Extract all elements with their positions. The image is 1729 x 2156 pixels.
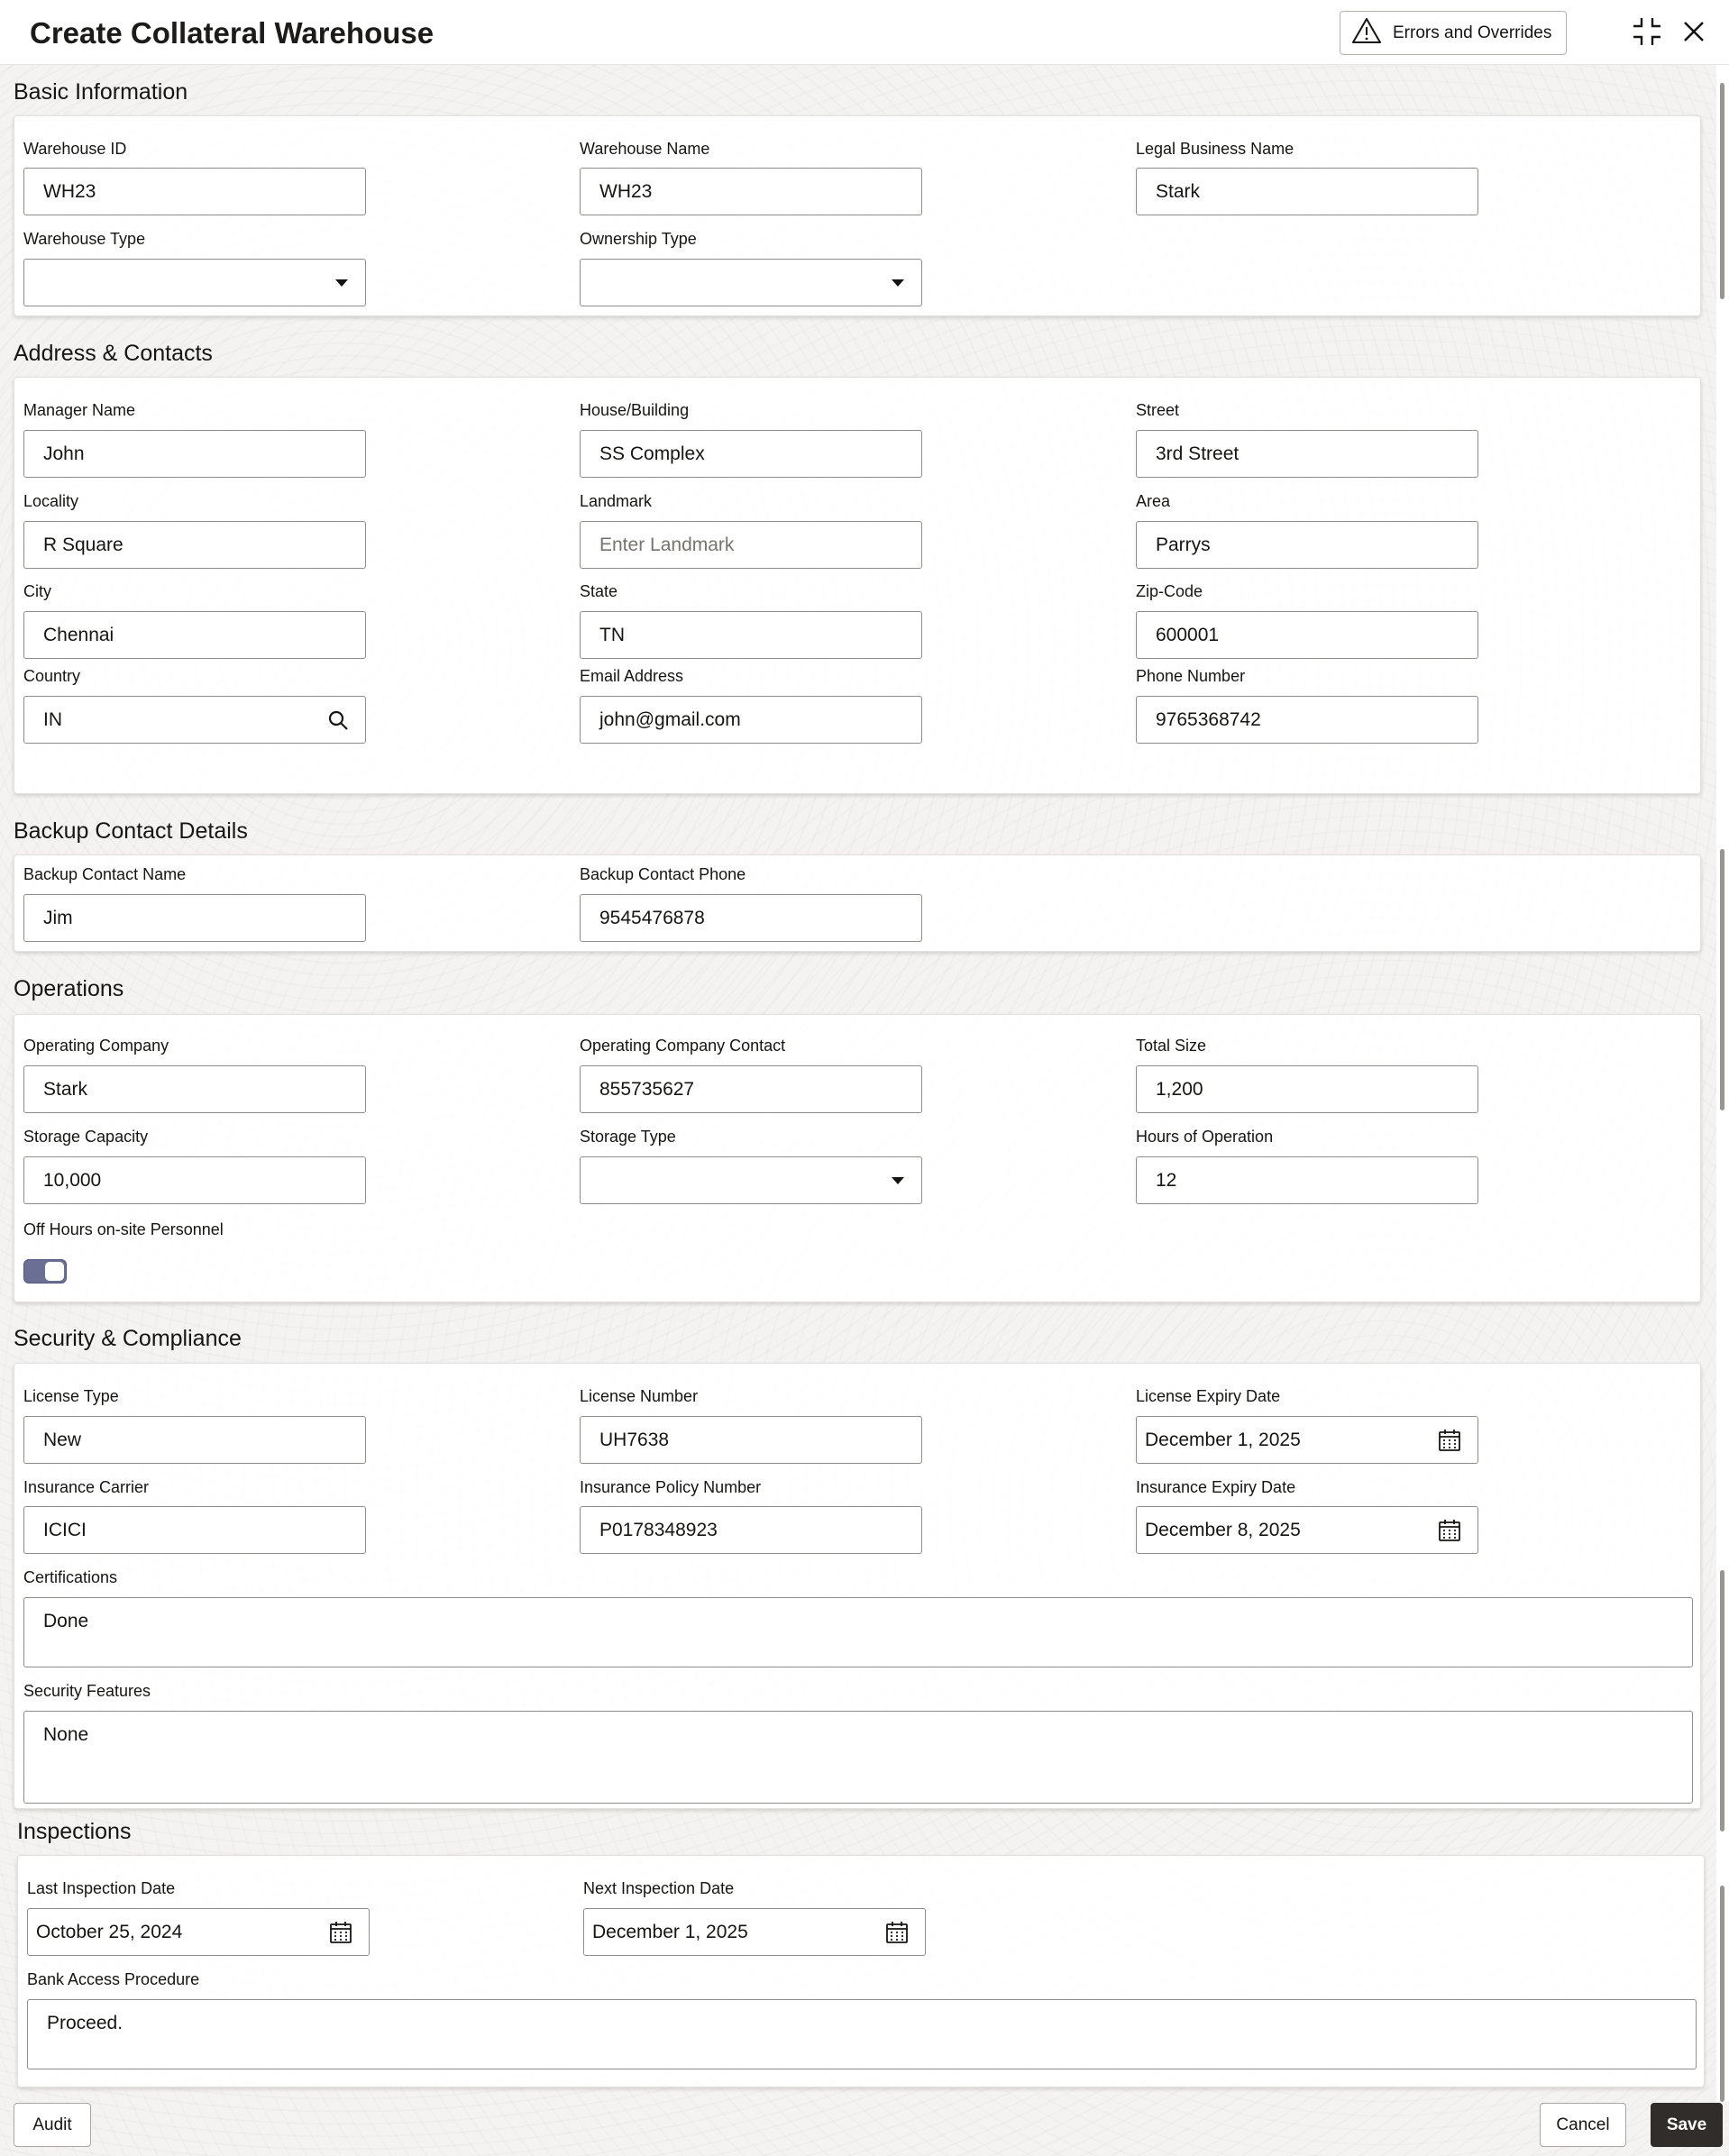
- section-title-operations: Operations: [14, 976, 124, 1001]
- ownership-type-label: Ownership Type: [580, 230, 697, 248]
- last-inspection-date-label: Last Inspection Date: [27, 1879, 176, 1897]
- collapse-icon[interactable]: [1632, 16, 1662, 47]
- security-features-label: Security Features: [23, 1682, 151, 1700]
- warehouse-name-label: Warehouse Name: [580, 140, 710, 158]
- state-input[interactable]: TN: [580, 611, 922, 659]
- house-building-label: House/Building: [580, 401, 690, 419]
- area-input[interactable]: Parrys: [1136, 521, 1478, 569]
- total-size-label: Total Size: [1136, 1037, 1207, 1055]
- manager-name-input[interactable]: John: [23, 430, 366, 478]
- license-expiry-date-label: License Expiry Date: [1136, 1387, 1281, 1405]
- manager-name-label: Manager Name: [23, 401, 136, 419]
- operating-company-contact-input[interactable]: 855735627: [580, 1065, 922, 1113]
- storage-type-select[interactable]: [580, 1156, 922, 1204]
- ownership-type-select[interactable]: [580, 259, 922, 306]
- cancel-button[interactable]: Cancel: [1540, 2103, 1626, 2147]
- vertical-scrollbar[interactable]: [1716, 65, 1729, 2102]
- insurance-policy-number-label: Insurance Policy Number: [580, 1478, 762, 1496]
- caret-down-icon: [334, 279, 349, 288]
- warehouse-id-label: Warehouse ID: [23, 140, 127, 158]
- next-inspection-date-label: Next Inspection Date: [583, 1879, 735, 1897]
- email-address-input[interactable]: john@gmail.com: [580, 696, 922, 744]
- off-hours-personnel-label: Off Hours on-site Personnel: [23, 1220, 224, 1238]
- locality-label: Locality: [23, 492, 79, 510]
- locality-input[interactable]: R Square: [23, 521, 366, 569]
- bank-access-procedure-label: Bank Access Procedure: [27, 1970, 200, 1988]
- street-label: Street: [1136, 401, 1180, 419]
- certifications-textarea[interactable]: Done: [23, 1597, 1693, 1667]
- phone-number-input[interactable]: 9765368742: [1136, 696, 1478, 744]
- warehouse-type-select[interactable]: [23, 259, 366, 306]
- license-number-input[interactable]: UH7638: [580, 1416, 922, 1464]
- house-building-input[interactable]: SS Complex: [580, 430, 922, 478]
- insurance-expiry-date-value: December 8, 2025: [1145, 1519, 1301, 1540]
- total-size-input[interactable]: 1,200: [1136, 1065, 1478, 1113]
- license-expiry-date-value: December 1, 2025: [1145, 1429, 1301, 1450]
- audit-button[interactable]: Audit: [14, 2103, 91, 2147]
- license-type-input[interactable]: New: [23, 1416, 366, 1464]
- license-expiry-date-input[interactable]: [1136, 1416, 1478, 1464]
- backup-contact-phone-label: Backup Contact Phone: [580, 865, 746, 883]
- legal-business-name-input[interactable]: Stark: [1136, 168, 1478, 215]
- section-title-backup-contact: Backup Contact Details: [14, 818, 248, 844]
- header-bar: [0, 0, 1729, 65]
- hours-of-operation-input[interactable]: 12: [1136, 1156, 1478, 1204]
- last-inspection-date-value: October 25, 2024: [36, 1921, 183, 1942]
- section-title-basic-information: Basic Information: [14, 79, 188, 105]
- page-title: Create Collateral Warehouse: [30, 16, 435, 50]
- warning-triangle-icon: [1351, 17, 1382, 50]
- backup-contact-phone-input[interactable]: 9545476878: [580, 894, 922, 942]
- calendar-icon[interactable]: [885, 1921, 909, 1944]
- phone-number-label: Phone Number: [1136, 667, 1246, 685]
- next-inspection-date-value: December 1, 2025: [592, 1921, 748, 1942]
- city-label: City: [23, 582, 51, 600]
- errors-and-overrides-label: Errors and Overrides: [1393, 23, 1552, 42]
- landmark-label: Landmark: [580, 492, 653, 510]
- backup-contact-name-label: Backup Contact Name: [23, 865, 187, 883]
- warehouse-type-label: Warehouse Type: [23, 230, 146, 248]
- country-input[interactable]: [23, 696, 366, 744]
- insurance-expiry-date-input[interactable]: [1136, 1506, 1478, 1554]
- storage-capacity-input[interactable]: 10,000: [23, 1156, 366, 1204]
- zip-code-input[interactable]: 600001: [1136, 611, 1478, 659]
- close-icon[interactable]: [1680, 18, 1707, 45]
- section-title-inspections: Inspections: [17, 1819, 132, 1844]
- city-input[interactable]: Chennai: [23, 611, 366, 659]
- operating-company-contact-label: Operating Company Contact: [580, 1037, 786, 1055]
- section-title-security-compliance: Security & Compliance: [14, 1326, 242, 1351]
- area-label: Area: [1136, 492, 1171, 510]
- operating-company-input[interactable]: Stark: [23, 1065, 366, 1113]
- footer-bar: [0, 2095, 1729, 2156]
- caret-down-icon: [891, 279, 905, 288]
- save-button[interactable]: Save: [1651, 2103, 1723, 2147]
- off-hours-personnel-toggle[interactable]: [23, 1259, 67, 1284]
- street-input[interactable]: 3rd Street: [1136, 430, 1478, 478]
- section-title-address-contacts: Address & Contacts: [14, 341, 213, 366]
- hours-of-operation-label: Hours of Operation: [1136, 1128, 1274, 1146]
- country-label: Country: [23, 667, 81, 685]
- backup-contact-name-input[interactable]: Jim: [23, 894, 366, 942]
- search-icon[interactable]: [327, 709, 349, 731]
- storage-type-label: Storage Type: [580, 1128, 676, 1146]
- operating-company-label: Operating Company: [23, 1037, 169, 1055]
- calendar-icon[interactable]: [1438, 1519, 1461, 1542]
- scrollbar-thumb[interactable]: [1720, 849, 1724, 1110]
- insurance-carrier-input[interactable]: ICICI: [23, 1506, 366, 1554]
- country-value: IN: [43, 708, 62, 730]
- scrollbar-thumb[interactable]: [1720, 83, 1724, 299]
- bank-access-procedure-textarea[interactable]: Proceed.: [27, 1999, 1697, 2069]
- zip-code-label: Zip-Code: [1136, 582, 1203, 600]
- insurance-carrier-label: Insurance Carrier: [23, 1478, 150, 1496]
- license-type-label: License Type: [23, 1387, 119, 1405]
- scrollbar-thumb[interactable]: [1720, 1886, 1724, 2102]
- errors-and-overrides-button[interactable]: [1340, 11, 1567, 55]
- caret-down-icon: [891, 1176, 905, 1185]
- last-inspection-date-input[interactable]: [27, 1908, 370, 1956]
- next-inspection-date-input[interactable]: [583, 1908, 926, 1956]
- license-number-label: License Number: [580, 1387, 699, 1405]
- warehouse-id-input[interactable]: WH23: [23, 168, 366, 215]
- insurance-policy-number-input[interactable]: P0178348923: [580, 1506, 922, 1554]
- warehouse-name-input[interactable]: WH23: [580, 168, 922, 215]
- security-features-textarea[interactable]: None: [23, 1711, 1693, 1804]
- email-address-label: Email Address: [580, 667, 684, 685]
- calendar-icon[interactable]: [329, 1921, 352, 1944]
- legal-business-name-label: Legal Business Name: [1136, 140, 1294, 158]
- toggle-knob: [45, 1262, 64, 1281]
- scrollbar-thumb[interactable]: [1720, 1570, 1724, 1832]
- insurance-expiry-date-label: Insurance Expiry Date: [1136, 1478, 1296, 1496]
- certifications-label: Certifications: [23, 1568, 118, 1586]
- storage-capacity-label: Storage Capacity: [23, 1128, 149, 1146]
- landmark-input[interactable]: Enter Landmark: [580, 521, 922, 569]
- state-label: State: [580, 582, 618, 600]
- calendar-icon[interactable]: [1438, 1429, 1461, 1452]
